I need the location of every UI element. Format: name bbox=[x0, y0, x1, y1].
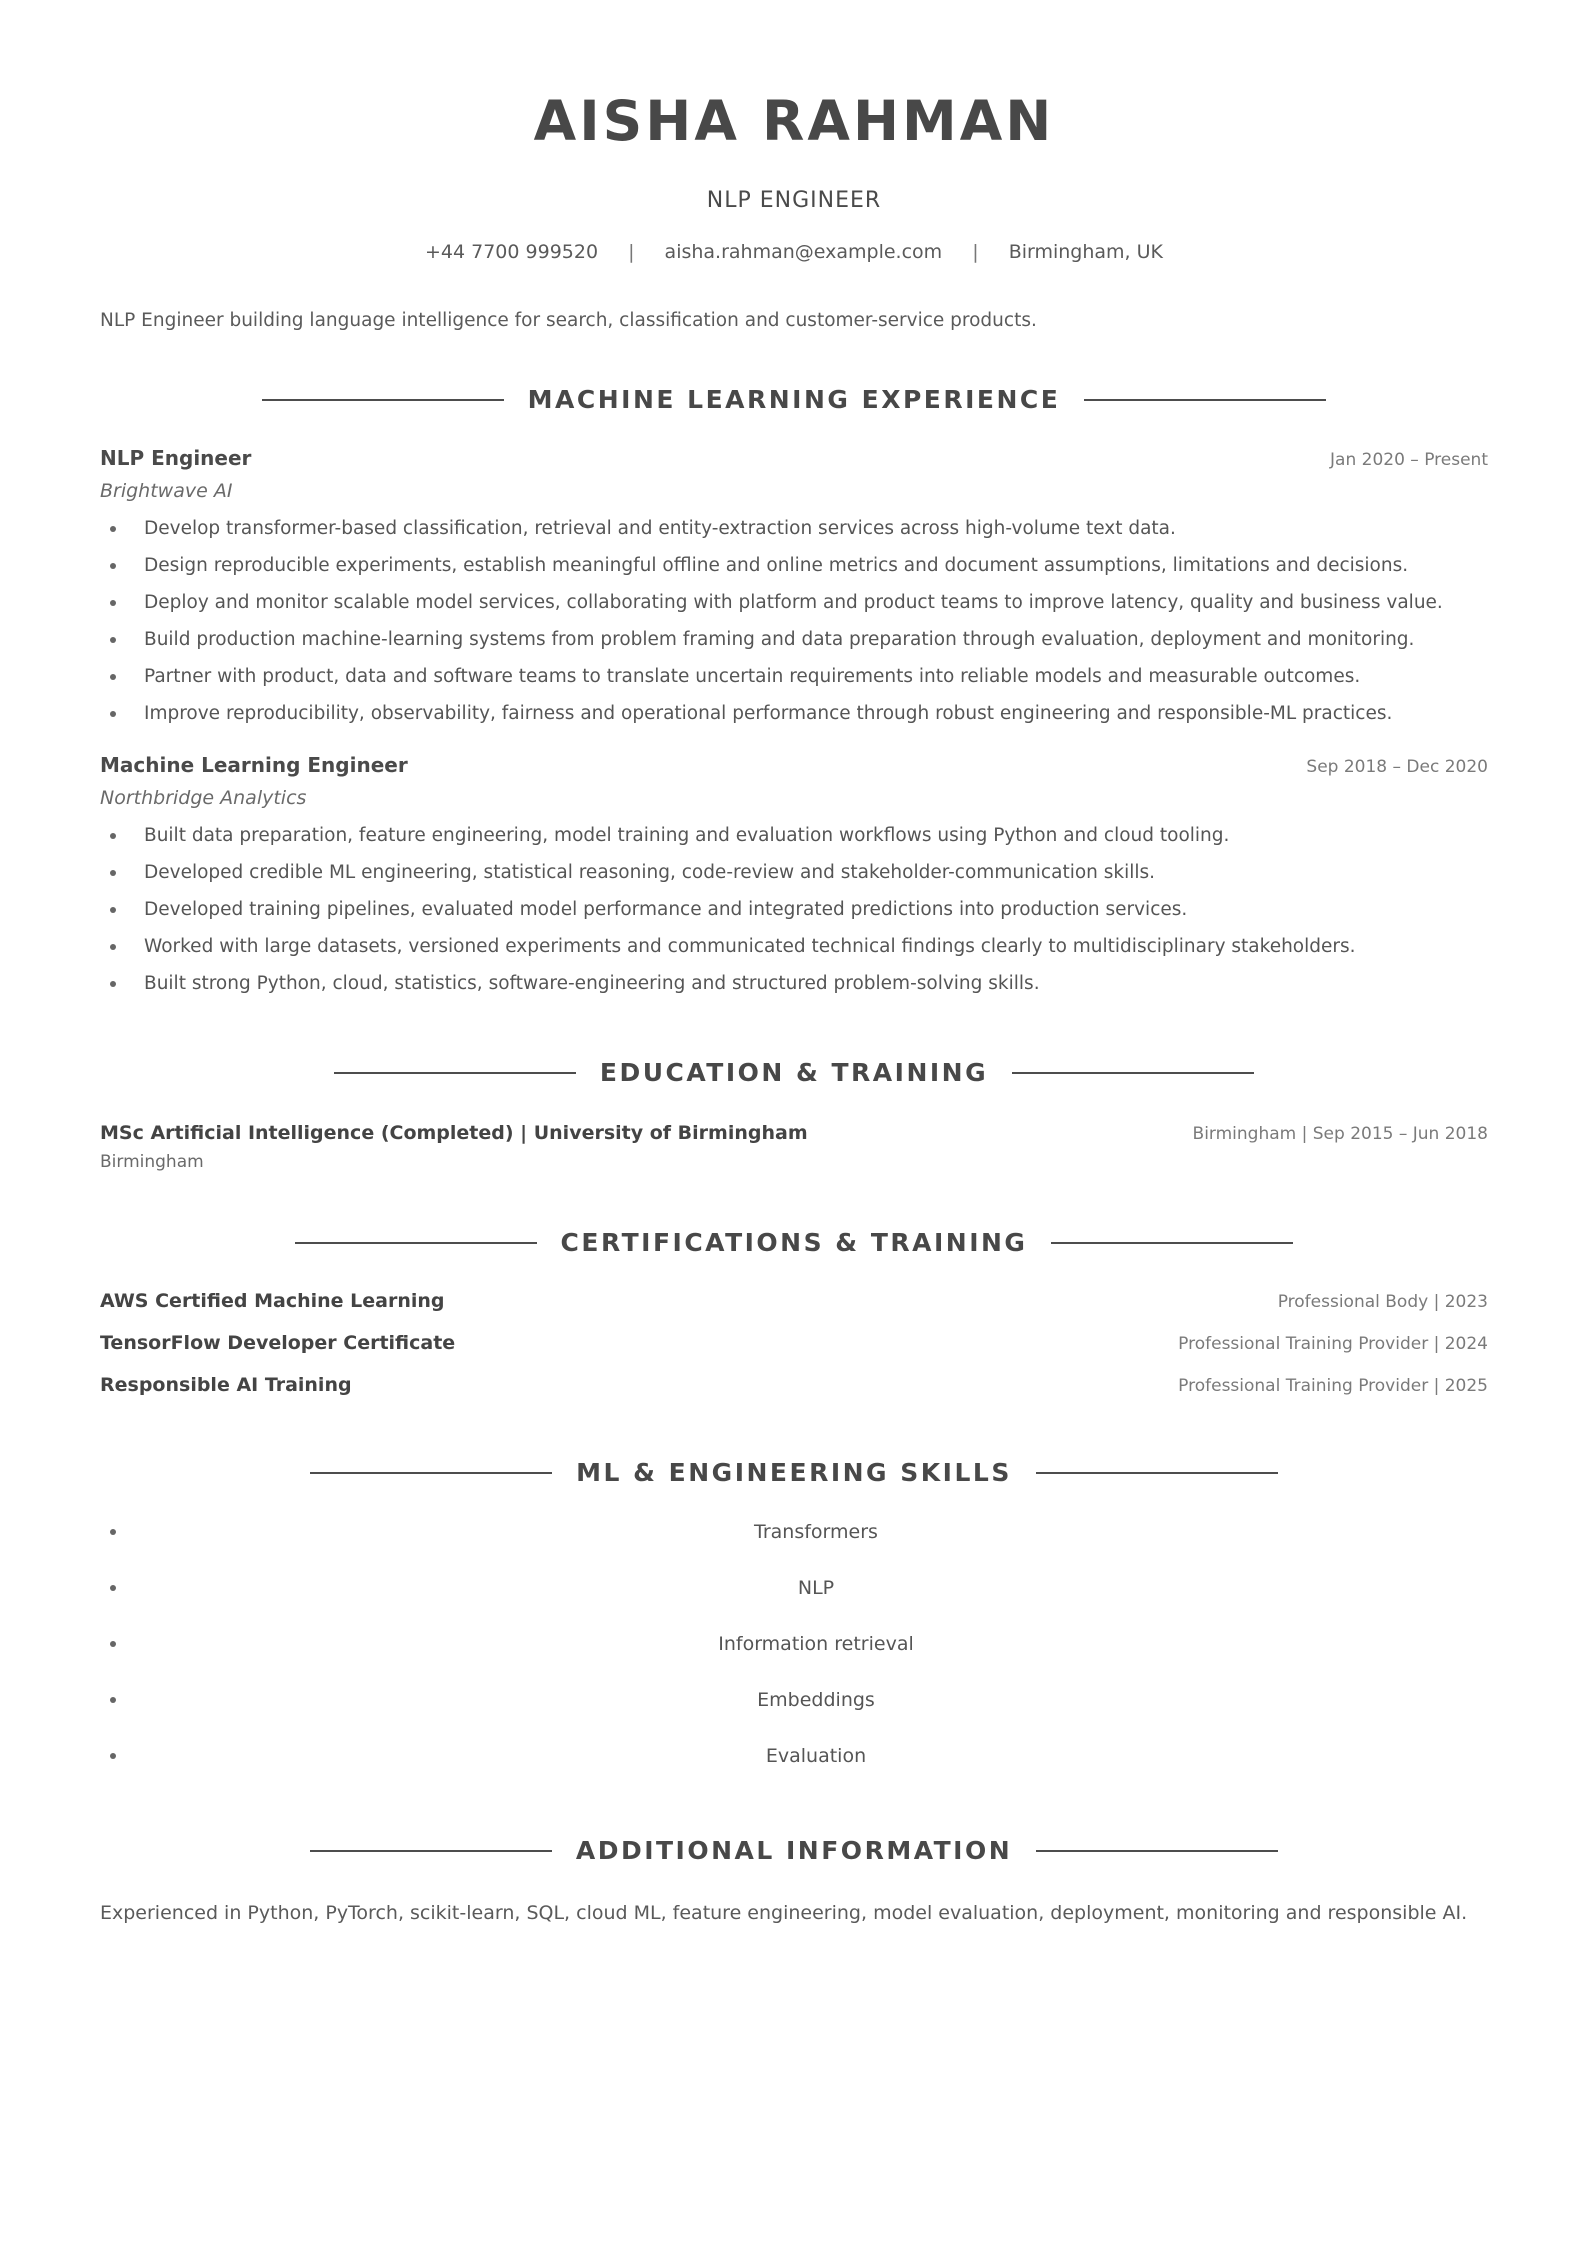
skills-list bbox=[100, 1504, 1488, 1784]
degree-title: MSc Artificial Intelligence (Completed) | University of Birmingham bbox=[100, 1122, 808, 1144]
list-item: Improve reproducibility, observability, fairness and operational performance through robust engineering and responsible-ML practices. bbox=[100, 695, 1488, 732]
list-item: Developed training pipelines, evaluated model performance and integrated predictions into production services. bbox=[100, 891, 1488, 928]
job-entry bbox=[100, 443, 1488, 732]
certification-row bbox=[100, 1370, 1488, 1412]
list-item: Develop transformer-based classification, retrieval and entity-extraction services across high-volume text data. bbox=[100, 510, 1488, 547]
heading-rule bbox=[310, 1850, 552, 1852]
list-item: Built data preparation, feature engineering, model training and evaluation workflows using Python and cloud tooling. bbox=[100, 817, 1488, 854]
education-header bbox=[100, 1118, 1488, 1148]
section-heading-certifications bbox=[100, 1226, 1488, 1260]
section-title: CERTIFICATIONS & TRAINING bbox=[560, 1228, 1028, 1257]
list-item: Evaluation bbox=[100, 1728, 1488, 1784]
heading-rule bbox=[1012, 1072, 1254, 1074]
contact-location: Birmingham, UK bbox=[1008, 241, 1164, 263]
job-dates: Sep 2018 – Dec 2020 bbox=[1306, 757, 1488, 777]
section-heading-additional bbox=[100, 1834, 1488, 1868]
heading-rule bbox=[1036, 1472, 1278, 1474]
section-title: MACHINE LEARNING EXPERIENCE bbox=[527, 385, 1061, 414]
certification-meta: Professional Training Provider | 2024 bbox=[1178, 1334, 1488, 1354]
heading-rule bbox=[310, 1472, 552, 1474]
list-item: NLP bbox=[100, 1560, 1488, 1616]
education-entry bbox=[100, 1118, 1488, 1176]
job-dates: Jan 2020 – Present bbox=[1330, 450, 1488, 470]
job-bullets bbox=[100, 510, 1488, 732]
list-item: Built strong Python, cloud, statistics, software-engineering and structured problem-solving skills. bbox=[100, 965, 1488, 1002]
list-item: Transformers bbox=[100, 1504, 1488, 1560]
education-meta: Birmingham | Sep 2015 – Jun 2018 bbox=[1192, 1124, 1488, 1144]
certification-row bbox=[100, 1286, 1488, 1328]
list-item: Information retrieval bbox=[100, 1616, 1488, 1672]
certification-meta: Professional Training Provider | 2025 bbox=[1178, 1376, 1488, 1396]
job-title: NLP Engineer bbox=[100, 446, 252, 470]
certification-name: Responsible AI Training bbox=[100, 1374, 352, 1396]
certification-row bbox=[100, 1328, 1488, 1370]
list-item: Design reproducible experiments, establish meaningful offline and online metrics and document assumptions, limitations and decisions. bbox=[100, 547, 1488, 584]
list-item: Worked with large datasets, versioned experiments and communicated technical findings clearly to multidisciplinary stakeholders. bbox=[100, 928, 1488, 965]
profile-summary: NLP Engineer building language intelligence for search, classification and customer-service products. bbox=[100, 310, 1037, 331]
heading-rule bbox=[1036, 1850, 1278, 1852]
resume-header bbox=[100, 0, 1488, 266]
job-company: Brightwave AI bbox=[100, 480, 233, 502]
heading-rule bbox=[262, 399, 504, 401]
section-heading-skills bbox=[100, 1456, 1488, 1490]
certification-meta: Professional Body | 2023 bbox=[1277, 1292, 1488, 1312]
certification-name: AWS Certified Machine Learning bbox=[100, 1290, 445, 1312]
job-company: Northbridge Analytics bbox=[100, 787, 307, 809]
job-header bbox=[100, 443, 1488, 473]
contact-separator: | bbox=[972, 241, 979, 263]
list-item: Build production machine-learning systems from problem framing and data preparation through evaluation, deployment and monitoring. bbox=[100, 621, 1488, 658]
certification-name: TensorFlow Developer Certificate bbox=[100, 1332, 456, 1354]
candidate-role: NLP ENGINEER bbox=[706, 188, 882, 213]
candidate-name: AISHA RAHMAN bbox=[533, 89, 1055, 153]
job-header bbox=[100, 750, 1488, 780]
list-item: Deploy and monitor scalable model services, collaborating with platform and product teams to improve latency, quality and business value. bbox=[100, 584, 1488, 621]
job-bullets bbox=[100, 817, 1488, 1002]
certification-list bbox=[100, 1286, 1488, 1412]
contact-line bbox=[100, 238, 1488, 266]
job-entry bbox=[100, 750, 1488, 1002]
heading-rule bbox=[1084, 399, 1326, 401]
job-title: Machine Learning Engineer bbox=[100, 753, 408, 777]
list-item: Developed credible ML engineering, statistical reasoning, code-review and stakeholder-communication skills. bbox=[100, 854, 1488, 891]
section-title: ADDITIONAL INFORMATION bbox=[575, 1836, 1013, 1865]
section-title: EDUCATION & TRAINING bbox=[599, 1058, 989, 1087]
section-heading-education bbox=[100, 1056, 1488, 1090]
section-heading-experience bbox=[100, 383, 1488, 417]
section-title: ML & ENGINEERING SKILLS bbox=[576, 1458, 1012, 1487]
list-item: Embeddings bbox=[100, 1672, 1488, 1728]
contact-phone: +44 7700 999520 bbox=[424, 241, 599, 263]
heading-rule bbox=[295, 1242, 537, 1244]
list-item: Partner with product, data and software teams to translate uncertain requirements into reliable models and measurable outcomes. bbox=[100, 658, 1488, 695]
heading-rule bbox=[1051, 1242, 1293, 1244]
contact-email: aisha.rahman@example.com bbox=[664, 241, 943, 263]
additional-information: Experienced in Python, PyTorch, scikit-learn, SQL, cloud ML, feature engineering, model evaluation, deployment, monitoring and responsible AI. bbox=[100, 1902, 1468, 1924]
heading-rule bbox=[334, 1072, 576, 1074]
education-location: Birmingham bbox=[100, 1152, 204, 1172]
contact-separator: | bbox=[628, 241, 635, 263]
